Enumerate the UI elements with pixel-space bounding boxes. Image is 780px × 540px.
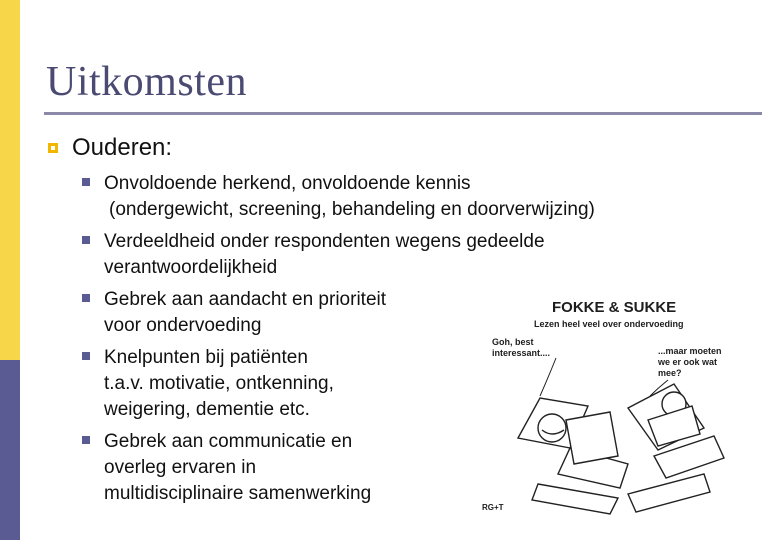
bullet-line: weigering, dementie etc.: [104, 399, 310, 420]
comic-illustration: [478, 288, 740, 520]
bullet-line: verantwoordelijkheid: [104, 257, 278, 278]
open-book-left: [566, 412, 618, 464]
square-bullet-icon: [82, 436, 90, 444]
bullet-line: Onvoldoende herkend, onvoldoende kennis: [104, 173, 471, 194]
bullet-line: Knelpunten bij patiënten: [104, 347, 308, 368]
square-bullet-icon: [48, 143, 58, 153]
comic-signature: RG+T: [482, 503, 504, 512]
bullet-line: Verdeeldheid onder respondenten wegens gedeelde: [104, 231, 545, 252]
duck-head-fokke: [538, 414, 566, 442]
bullet-item: [82, 171, 722, 223]
book-stack-bottom: [532, 484, 618, 514]
bullet-line: (ondergewicht, screening, behandeling en doorverwijzing): [109, 199, 595, 220]
accent-bar-purple: [0, 360, 20, 540]
square-bullet-icon: [82, 352, 90, 360]
bullet-line: multidisciplinaire samenwerking: [104, 483, 372, 504]
accent-bar-yellow: [0, 0, 20, 360]
cartoon-figures: [518, 384, 724, 514]
square-bullet-icon: [82, 178, 90, 186]
bullet-line: Gebrek aan communicatie en: [104, 431, 353, 452]
slide-title: Uitkomsten: [46, 59, 247, 105]
comic-title: FOKKE & SUKKE: [552, 299, 677, 316]
title-divider: [44, 112, 762, 115]
square-bullet-icon: [82, 294, 90, 302]
bullet-line: overleg ervaren in: [104, 457, 257, 478]
speech-left-line-1: Goh, best: [492, 337, 534, 347]
bullet-item: [82, 229, 722, 281]
speech-pointer-left: [540, 358, 556, 396]
section-label: Ouderen:: [72, 134, 173, 161]
speech-right-line-2: we er ook wat: [658, 357, 718, 367]
speech-left-line-2: interessant....: [492, 348, 551, 358]
bullet-line: Gebrek aan aandacht en prioriteit: [104, 289, 387, 310]
bullet-line: t.a.v. motivatie, ontkenning,: [104, 373, 334, 394]
speech-right-line-3: mee?: [658, 368, 682, 378]
square-bullet-icon: [82, 236, 90, 244]
comic-caption: Lezen heel veel over ondervoeding: [534, 319, 684, 329]
section-heading: [48, 134, 172, 162]
book-stack-middle: [628, 474, 710, 512]
speech-right-line-1: ...maar moeten: [658, 346, 722, 356]
bullet-line: voor ondervoeding: [104, 315, 262, 336]
